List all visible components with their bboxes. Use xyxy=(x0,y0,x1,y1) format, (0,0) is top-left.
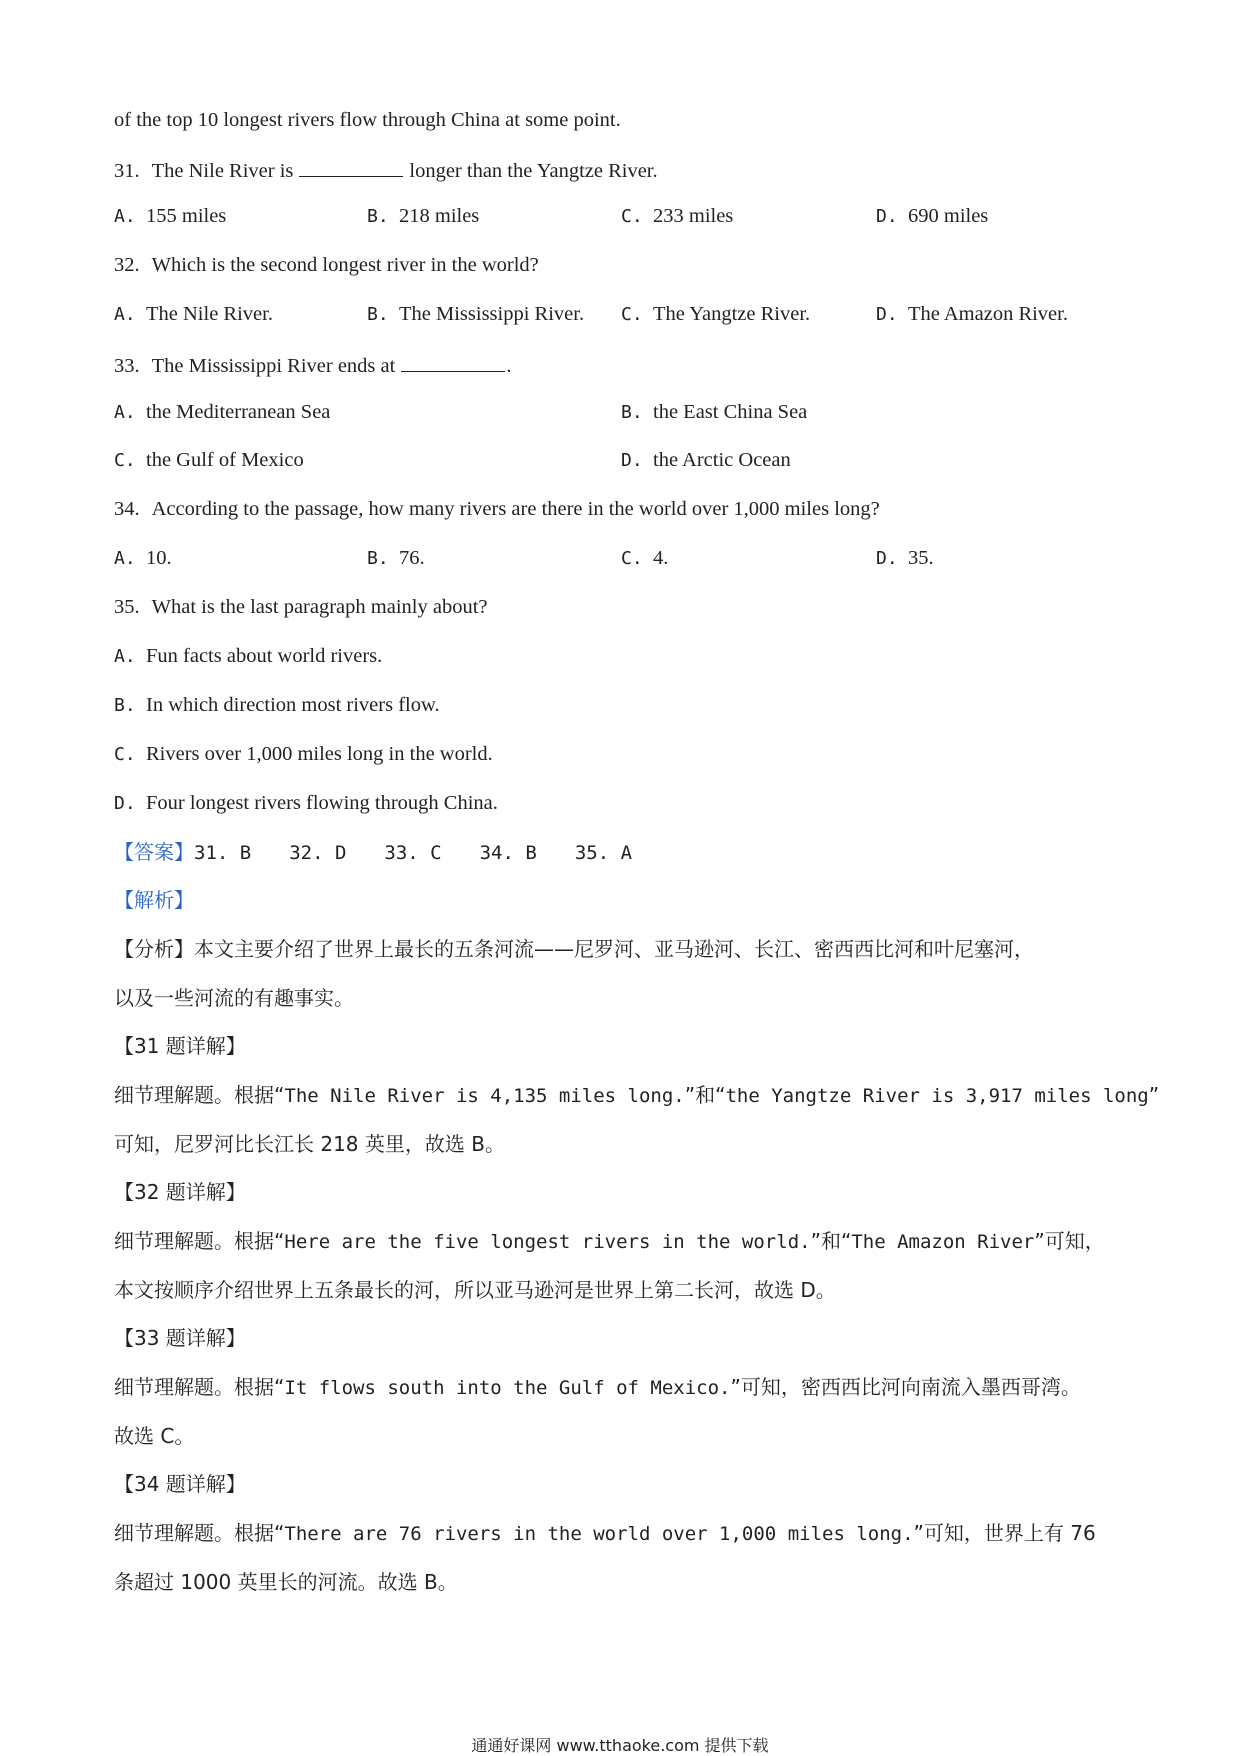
question-35 xyxy=(114,597,487,618)
detail-33-line-2: 故选 C。 xyxy=(114,1424,195,1448)
option-c xyxy=(621,304,810,325)
option-letter: C. xyxy=(114,450,136,471)
question-number: 34. xyxy=(114,498,140,520)
question-number: 33. xyxy=(114,355,140,377)
detail-32-heading: 【32 题详解】 xyxy=(114,1180,246,1204)
analysis-label: 【解析】 xyxy=(114,888,194,912)
option-text: 4. xyxy=(653,547,669,569)
option-letter: C. xyxy=(621,548,643,569)
question-text: According to the passage, how many rivers are there in the world over 1,000 miles long? xyxy=(151,498,880,520)
quoted-text: The Amazon River xyxy=(851,1231,1035,1253)
option-text: The Mississippi River. xyxy=(399,303,585,325)
quoted-text: the Yangtze River is 3,917 miles long xyxy=(725,1085,1149,1107)
question-text: longer than the Yangtze River. xyxy=(409,160,658,182)
option-b xyxy=(114,695,440,716)
option-text: the Gulf of Mexico xyxy=(146,449,304,471)
option-d xyxy=(876,548,934,569)
answer-blank xyxy=(401,353,505,372)
option-text: The Yangtze River. xyxy=(653,303,811,325)
option-text: 35. xyxy=(908,547,934,569)
option-letter: B. xyxy=(367,304,389,325)
option-d xyxy=(876,304,1068,325)
option-text: Fun facts about world rivers. xyxy=(146,645,383,667)
option-letter: D. xyxy=(114,793,136,814)
option-letter: C. xyxy=(621,206,643,227)
option-text: In which direction most rivers flow. xyxy=(146,694,440,716)
option-letter: C. xyxy=(621,304,643,325)
option-text: the East China Sea xyxy=(653,401,808,423)
question-31 xyxy=(114,158,658,182)
detail-33-line-1 xyxy=(114,1377,1081,1398)
option-letter: A. xyxy=(114,304,136,325)
option-letter: B. xyxy=(367,206,389,227)
option-letter: B. xyxy=(621,402,643,423)
summary-line-2: 以及一些河流的有趣事实。 xyxy=(114,986,354,1010)
option-b xyxy=(621,402,807,423)
question-number: 31. xyxy=(114,160,140,182)
detail-text: 细节理解题。根据“ xyxy=(114,1375,285,1399)
option-a xyxy=(114,304,273,325)
quoted-text: There are 76 rivers in the world over 1,000 miles long. xyxy=(284,1523,914,1545)
quoted-text: Here are the five longest rivers in the world. xyxy=(284,1231,811,1253)
answer-label: 【答案】 xyxy=(114,840,194,864)
detail-text: ”和“ xyxy=(810,1229,852,1253)
intro-tail: of the top 10 longest rivers flow through China at some point. xyxy=(114,109,621,131)
question-text: Which is the second longest river in the world? xyxy=(151,254,539,276)
option-letter: C. xyxy=(114,744,136,765)
option-c xyxy=(114,744,493,765)
option-text: The Nile River. xyxy=(146,303,273,325)
option-letter: D. xyxy=(876,304,898,325)
option-text: 233 miles xyxy=(653,205,734,227)
option-text: 218 miles xyxy=(399,205,480,227)
detail-text: 细节理解题。根据“ xyxy=(114,1521,285,1545)
option-text: Rivers over 1,000 miles long in the world. xyxy=(146,743,493,765)
option-text: The Amazon River. xyxy=(908,303,1068,325)
question-number: 35. xyxy=(114,596,140,618)
option-b xyxy=(367,206,479,227)
detail-34-line-2: 条超过 1000 英里长的河流。故选 B。 xyxy=(114,1570,458,1594)
detail-31-heading: 【31 题详解】 xyxy=(114,1034,246,1058)
question-text: The Nile River is xyxy=(151,160,294,182)
option-text: the Arctic Ocean xyxy=(653,449,791,471)
question-number: 32. xyxy=(114,254,140,276)
detail-text: 细节理解题。根据“ xyxy=(114,1083,285,1107)
detail-34-heading: 【34 题详解】 xyxy=(114,1472,246,1496)
option-d xyxy=(876,206,988,227)
option-d xyxy=(114,793,498,814)
option-a xyxy=(114,402,330,423)
option-a xyxy=(114,646,382,667)
detail-text: ”可知，世界上有 76 xyxy=(913,1521,1096,1545)
option-c xyxy=(621,206,733,227)
answer-item: 33. C xyxy=(384,842,442,864)
detail-33-heading: 【33 题详解】 xyxy=(114,1326,246,1350)
option-letter: B. xyxy=(114,695,136,716)
option-d xyxy=(621,450,791,471)
option-text: 10. xyxy=(146,547,172,569)
option-letter: A. xyxy=(114,646,136,667)
option-letter: A. xyxy=(114,402,136,423)
detail-text: ”可知，密西西比河向南流入墨西哥湾。 xyxy=(730,1375,1081,1399)
question-32 xyxy=(114,255,539,276)
answer-blank xyxy=(299,158,403,177)
question-text: The Mississippi River ends at xyxy=(151,355,396,377)
quoted-text: The Nile River is 4,135 miles long. xyxy=(284,1085,685,1107)
answer-item: 34. B xyxy=(479,842,537,864)
option-text: 76. xyxy=(399,547,425,569)
option-c xyxy=(114,450,304,471)
answer-item: 35. A xyxy=(574,842,633,864)
question-33 xyxy=(114,353,511,377)
option-letter: D. xyxy=(621,450,643,471)
detail-text: 细节理解题。根据“ xyxy=(114,1229,285,1253)
detail-text: ”和“ xyxy=(684,1083,726,1107)
option-letter: A. xyxy=(114,548,136,569)
option-letter: D. xyxy=(876,206,898,227)
option-text: Four longest rivers flowing through China. xyxy=(146,792,498,814)
summary-line-1: 【分析】本文主要介绍了世界上最长的五条河流——尼罗河、亚马逊河、长江、密西西比河和叶尼塞河， xyxy=(114,937,1034,961)
option-letter: D. xyxy=(876,548,898,569)
option-letter: B. xyxy=(367,548,389,569)
detail-text: ”可知， xyxy=(1034,1229,1105,1253)
option-text: 155 miles xyxy=(146,205,227,227)
detail-31-line-1 xyxy=(114,1085,1159,1106)
detail-31-line-2: 可知，尼罗河比长江长 218 英里，故选 B。 xyxy=(114,1132,505,1156)
quoted-text: It flows south into the Gulf of Mexico. xyxy=(284,1377,731,1399)
option-c xyxy=(621,548,668,569)
question-text: . xyxy=(506,355,512,377)
page-footer: 通通好课网 www.tthaoke.com 提供下载 xyxy=(471,1736,769,1755)
answer-item: 32. D xyxy=(289,842,347,864)
answer-key xyxy=(114,842,670,864)
option-text: the Mediterranean Sea xyxy=(146,401,331,423)
question-text: What is the last paragraph mainly about? xyxy=(151,596,488,618)
option-b xyxy=(367,548,425,569)
detail-32-line-2: 本文按顺序介绍世界上五条最长的河，所以亚马逊河是世界上第二长河，故选 D。 xyxy=(114,1278,836,1302)
answer-item: 31. B xyxy=(194,842,252,864)
option-b xyxy=(367,304,584,325)
detail-32-line-1 xyxy=(114,1231,1105,1252)
detail-34-line-1 xyxy=(114,1523,1096,1544)
option-a xyxy=(114,206,226,227)
question-34 xyxy=(114,499,880,520)
option-text: 690 miles xyxy=(908,205,989,227)
detail-text: ” xyxy=(1148,1083,1160,1107)
option-letter: A. xyxy=(114,206,136,227)
option-a xyxy=(114,548,172,569)
